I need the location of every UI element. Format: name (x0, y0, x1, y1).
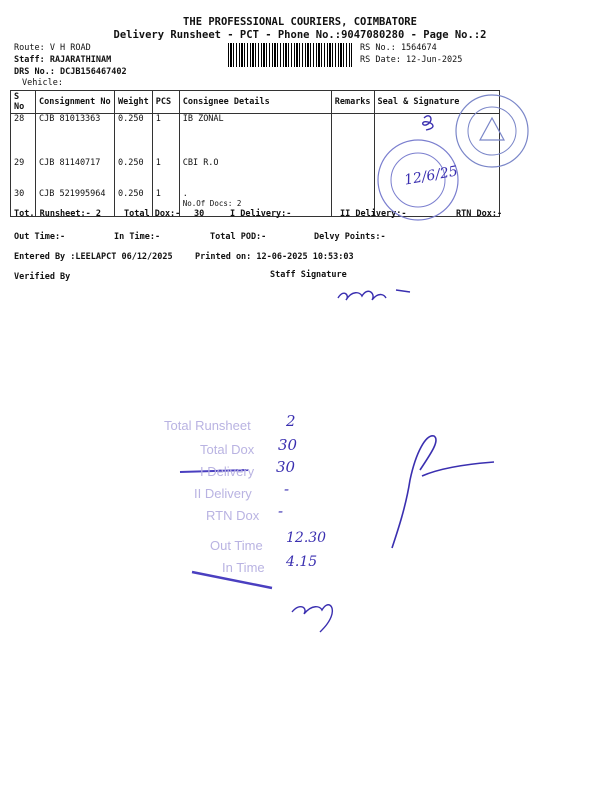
row-pcs: 1 (152, 158, 179, 189)
col-pcs: PCS (152, 91, 179, 114)
delvy-points: Delvy Points:- (314, 232, 386, 242)
row-sno: 29 (11, 158, 36, 189)
row-consignee: IB ZONAL (179, 114, 331, 158)
rtn-dox: RTN Dox:- (456, 209, 503, 219)
out-time: Out Time:- (14, 232, 66, 242)
verified-by: Verified By (14, 272, 71, 282)
stamp-rtn-dox-value: - (278, 502, 284, 520)
rs-date: RS Date: 12-Jun-2025 (360, 55, 463, 65)
large-signature-icon (392, 436, 494, 548)
seal-date-handwritten: 12/6/25 (403, 163, 459, 189)
round-seal-icon (456, 95, 528, 167)
total-dox: Total Dox:- (124, 209, 181, 219)
col-weight: Weight (115, 91, 153, 114)
row-consignment: CJB 521995964 (36, 189, 115, 217)
total-pod: Total POD:- (210, 232, 267, 242)
company-title: THE PROFESSIONAL COURIERS, COIMBATORE (183, 16, 417, 28)
stamp-signature-icon (292, 605, 332, 632)
row-consignment: CJB 81013363 (36, 114, 115, 158)
staff-signature-icon (338, 290, 410, 300)
stamp-ii-delivery-value: - (284, 480, 290, 498)
stamp-total-dox-value: 30 (278, 436, 298, 454)
col-remarks: Remarks (331, 91, 374, 114)
stamp-rtn-dox-label: RTN Dox (206, 508, 260, 523)
row-consignment: CJB 81140717 (36, 158, 115, 189)
stamp-out-time-value: 12.30 (286, 530, 327, 546)
stamp-i-delivery-label: I Delivery (200, 464, 255, 479)
row-pcs: 1 (152, 189, 179, 217)
staff-label: Staff: RAJARATHINAM (14, 55, 112, 65)
row-weight: 0.250 (115, 158, 153, 189)
stamp-total-dox-label: Total Dox (200, 442, 255, 457)
row-consignee: . (182, 188, 188, 199)
row-weight: 0.250 (115, 114, 153, 158)
col-seal-signature: Seal & Signature (374, 91, 499, 114)
entered-by: Entered By :LEELAPCT 06/12/2025 (14, 252, 173, 262)
seal-signature-icon (423, 116, 433, 130)
i-delivery: I Delivery:- (230, 209, 292, 219)
drs-number: DRS No.: DCJB156467402 (14, 67, 127, 77)
stamp-i-delivery-value: 30 (276, 458, 296, 476)
ii-delivery: II Delivery:- (340, 209, 407, 219)
no-of-docs: No.Of Docs: 2 (182, 198, 242, 208)
runsheet-subtitle: Delivery Runsheet - PCT - Phone No.:9047080280 - Page No.:2 (113, 29, 487, 41)
route-label: Route: V H ROAD (14, 43, 91, 53)
stamp-out-time-label: Out Time (210, 538, 263, 553)
stamp-in-time-value: 4.15 (286, 554, 318, 570)
row-pcs: 1 (152, 114, 179, 158)
staff-signature-label: Staff Signature (270, 270, 347, 280)
row-sno: 28 (11, 114, 36, 158)
stamp-in-time-label: In Time (222, 560, 265, 575)
stamp-total-runsheet-value: 2 (286, 412, 296, 430)
row-weight: 0.250 (115, 189, 153, 217)
vehicle-label: Vehicle: (22, 78, 63, 88)
row-consignee: CBI R.O (179, 158, 331, 189)
total-dox-value: 30 (194, 209, 205, 219)
col-consignee: Consignee Details (179, 91, 331, 114)
stamp-ii-delivery-label: II Delivery (194, 486, 252, 501)
col-sno: S No (11, 91, 36, 114)
stamp-total-runsheet-label: Total Runsheet (164, 418, 251, 433)
in-time: In Time:- (114, 232, 161, 242)
col-consignment: Consignment No (36, 91, 115, 114)
tot-runsheet: Tot. Runsheet:- 2 (14, 209, 101, 219)
printed-on: Printed on: 12-06-2025 10:53:03 (195, 252, 354, 262)
row-sno: 30 (11, 189, 36, 217)
rs-number: RS No.: 1564674 (360, 43, 437, 53)
